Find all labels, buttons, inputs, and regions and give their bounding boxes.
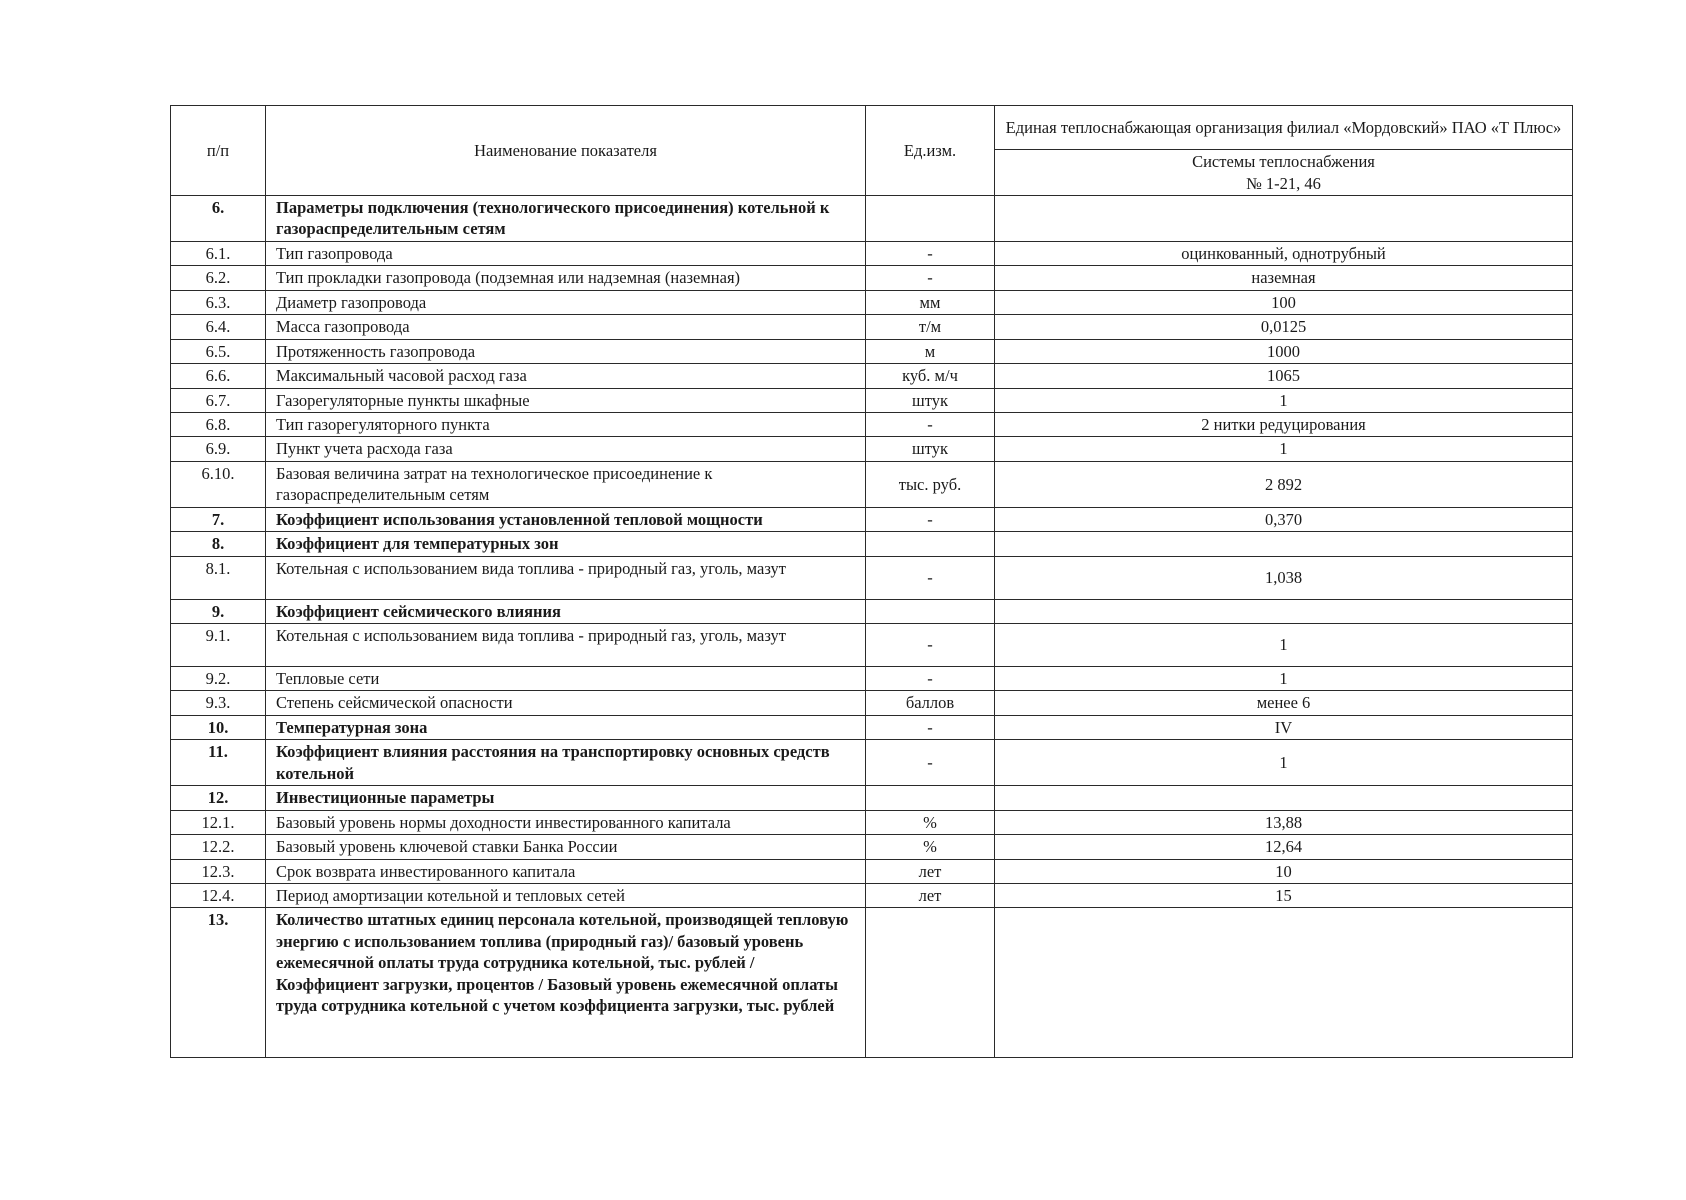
- row-name: Коэффициент использования установленной тепловой мощности: [266, 507, 866, 531]
- row-number: 12.: [171, 786, 266, 810]
- row-number: 6.9.: [171, 437, 266, 461]
- row-unit: баллов: [866, 691, 995, 715]
- row-value: 100: [995, 290, 1573, 314]
- row-unit: [866, 908, 995, 1058]
- row-number: 6.: [171, 196, 266, 242]
- row-number: 6.5.: [171, 339, 266, 363]
- row-unit: лет: [866, 859, 995, 883]
- row-value: 1: [995, 740, 1573, 786]
- table-row: [171, 241, 1573, 265]
- row-unit: -: [866, 715, 995, 739]
- table-row: [171, 624, 1573, 667]
- row-value: 1: [995, 624, 1573, 667]
- row-name: Котельная с использованием вида топлива - природный газ, уголь, мазут: [266, 624, 866, 667]
- table-row: [171, 715, 1573, 739]
- row-unit: [866, 599, 995, 623]
- row-name: Тепловые сети: [266, 667, 866, 691]
- header-systems-line2: № 1-21, 46: [1246, 173, 1321, 193]
- table-row: [171, 507, 1573, 531]
- row-unit: мм: [866, 290, 995, 314]
- row-value: [995, 908, 1573, 1058]
- table-row: [171, 290, 1573, 314]
- row-value: 1: [995, 388, 1573, 412]
- table-row: [171, 667, 1573, 691]
- row-number: 9.2.: [171, 667, 266, 691]
- row-unit: -: [866, 507, 995, 531]
- row-unit: -: [866, 241, 995, 265]
- table-row: [171, 786, 1573, 810]
- row-unit: м: [866, 339, 995, 363]
- row-value: наземная: [995, 266, 1573, 290]
- row-name: Срок возврата инвестированного капитала: [266, 859, 866, 883]
- table-header: [171, 106, 1573, 196]
- row-number: 6.3.: [171, 290, 266, 314]
- table-row: [171, 883, 1573, 907]
- parameters-table: [170, 105, 1573, 1058]
- row-number: 12.4.: [171, 883, 266, 907]
- row-number: 8.1.: [171, 556, 266, 599]
- table-row: [171, 196, 1573, 242]
- row-number: 9.: [171, 599, 266, 623]
- table-row: [171, 691, 1573, 715]
- row-name: Масса газопровода: [266, 315, 866, 339]
- row-unit: -: [866, 266, 995, 290]
- row-name: Протяженность газопровода: [266, 339, 866, 363]
- row-value: 0,0125: [995, 315, 1573, 339]
- row-name: Диаметр газопровода: [266, 290, 866, 314]
- row-number: 9.3.: [171, 691, 266, 715]
- row-name: Котельная с использованием вида топлива - природный газ, уголь, мазут: [266, 556, 866, 599]
- row-value: [995, 786, 1573, 810]
- table-row: [171, 859, 1573, 883]
- row-unit: -: [866, 740, 995, 786]
- row-name: Базовый уровень нормы доходности инвестированного капитала: [266, 810, 866, 834]
- row-name: Коэффициент сейсмического влияния: [266, 599, 866, 623]
- row-unit: штук: [866, 437, 995, 461]
- table-row: [171, 364, 1573, 388]
- row-name: Коэффициент влияния расстояния на транспортировку основных средств котельной: [266, 740, 866, 786]
- table-row: [171, 835, 1573, 859]
- row-name: Газорегуляторные пункты шкафные: [266, 388, 866, 412]
- row-name: Тип прокладки газопровода (подземная или надземная (наземная): [266, 266, 866, 290]
- row-value: [995, 532, 1573, 556]
- row-name: Инвестиционные параметры: [266, 786, 866, 810]
- row-unit: тыс. руб.: [866, 461, 995, 507]
- row-value: 1000: [995, 339, 1573, 363]
- row-unit: лет: [866, 883, 995, 907]
- row-name: Температурная зона: [266, 715, 866, 739]
- row-number: 9.1.: [171, 624, 266, 667]
- header-unit: Ед.изм.: [866, 106, 995, 196]
- table-row: [171, 388, 1573, 412]
- row-name: Базовый уровень ключевой ставки Банка России: [266, 835, 866, 859]
- row-number: 11.: [171, 740, 266, 786]
- table-row: [171, 315, 1573, 339]
- row-unit: -: [866, 556, 995, 599]
- row-number: 6.6.: [171, 364, 266, 388]
- row-value: 0,370: [995, 507, 1573, 531]
- row-name: Параметры подключения (технологического присоединения) котельной к газораспределительным сетям: [266, 196, 866, 242]
- table-row: [171, 599, 1573, 623]
- row-name: Степень сейсмической опасности: [266, 691, 866, 715]
- row-number: 10.: [171, 715, 266, 739]
- row-unit: куб. м/ч: [866, 364, 995, 388]
- row-value: 10: [995, 859, 1573, 883]
- row-number: 6.8.: [171, 412, 266, 436]
- row-number: 6.7.: [171, 388, 266, 412]
- row-name: Пункт учета расхода газа: [266, 437, 866, 461]
- header-organization: Единая теплоснабжающая организация филиал «Мордовский» ПАО «Т Плюс»: [995, 106, 1573, 150]
- row-number: 6.4.: [171, 315, 266, 339]
- row-value: 2 нитки редуцирования: [995, 412, 1573, 436]
- table-row: [171, 556, 1573, 599]
- row-value: 15: [995, 883, 1573, 907]
- table-row: [171, 532, 1573, 556]
- row-value: оцинкованный, однотрубный: [995, 241, 1573, 265]
- row-unit: -: [866, 624, 995, 667]
- table-body: [171, 196, 1573, 1058]
- row-name: Тип газопровода: [266, 241, 866, 265]
- table-row: [171, 339, 1573, 363]
- table-row: [171, 266, 1573, 290]
- table-row: [171, 412, 1573, 436]
- header-name: Наименование показателя: [266, 106, 866, 196]
- row-value: [995, 599, 1573, 623]
- row-name: Количество штатных единиц персонала котельной, производящей тепловую энергию с использованием топлива (природный газ)/ базовый уровень ежемесячной оплаты труда сотрудника котельной, тыс. рублей / Коэффициент загрузки, процентов / Базовый уровень ежемесячной оплаты труда сотрудника котельной с учетом коэффициента загрузки, тыс. рублей: [266, 908, 866, 1058]
- row-number: 6.1.: [171, 241, 266, 265]
- row-unit: -: [866, 412, 995, 436]
- header-systems-line1: Системы теплоснабжения: [1192, 152, 1375, 172]
- row-unit: штук: [866, 388, 995, 412]
- row-value: 13,88: [995, 810, 1573, 834]
- header-num: п/п: [171, 106, 266, 196]
- row-name: Коэффициент для температурных зон: [266, 532, 866, 556]
- row-value: IV: [995, 715, 1573, 739]
- row-value: 1: [995, 667, 1573, 691]
- row-number: 13.: [171, 908, 266, 1058]
- row-value: 2 892: [995, 461, 1573, 507]
- table-row: [171, 461, 1573, 507]
- row-number: 12.3.: [171, 859, 266, 883]
- row-unit: [866, 532, 995, 556]
- table-row: [171, 810, 1573, 834]
- header-systems: [995, 150, 1573, 196]
- row-number: 7.: [171, 507, 266, 531]
- row-number: 12.2.: [171, 835, 266, 859]
- row-unit: %: [866, 835, 995, 859]
- row-number: 6.10.: [171, 461, 266, 507]
- row-unit: [866, 786, 995, 810]
- row-unit: [866, 196, 995, 242]
- row-name: Период амортизации котельной и тепловых сетей: [266, 883, 866, 907]
- row-unit: %: [866, 810, 995, 834]
- row-unit: т/м: [866, 315, 995, 339]
- row-number: 6.2.: [171, 266, 266, 290]
- row-name: Максимальный часовой расход газа: [266, 364, 866, 388]
- row-value: 12,64: [995, 835, 1573, 859]
- row-number: 12.1.: [171, 810, 266, 834]
- row-unit: -: [866, 667, 995, 691]
- table-row: [171, 437, 1573, 461]
- row-name: Базовая величина затрат на технологическое присоединение к газораспределительным сетям: [266, 461, 866, 507]
- row-number: 8.: [171, 532, 266, 556]
- row-value: [995, 196, 1573, 242]
- row-name: Тип газорегуляторного пункта: [266, 412, 866, 436]
- row-value: 1065: [995, 364, 1573, 388]
- table-row: [171, 740, 1573, 786]
- table-row: [171, 908, 1573, 1058]
- row-value: 1: [995, 437, 1573, 461]
- row-value: 1,038: [995, 556, 1573, 599]
- row-value: менее 6: [995, 691, 1573, 715]
